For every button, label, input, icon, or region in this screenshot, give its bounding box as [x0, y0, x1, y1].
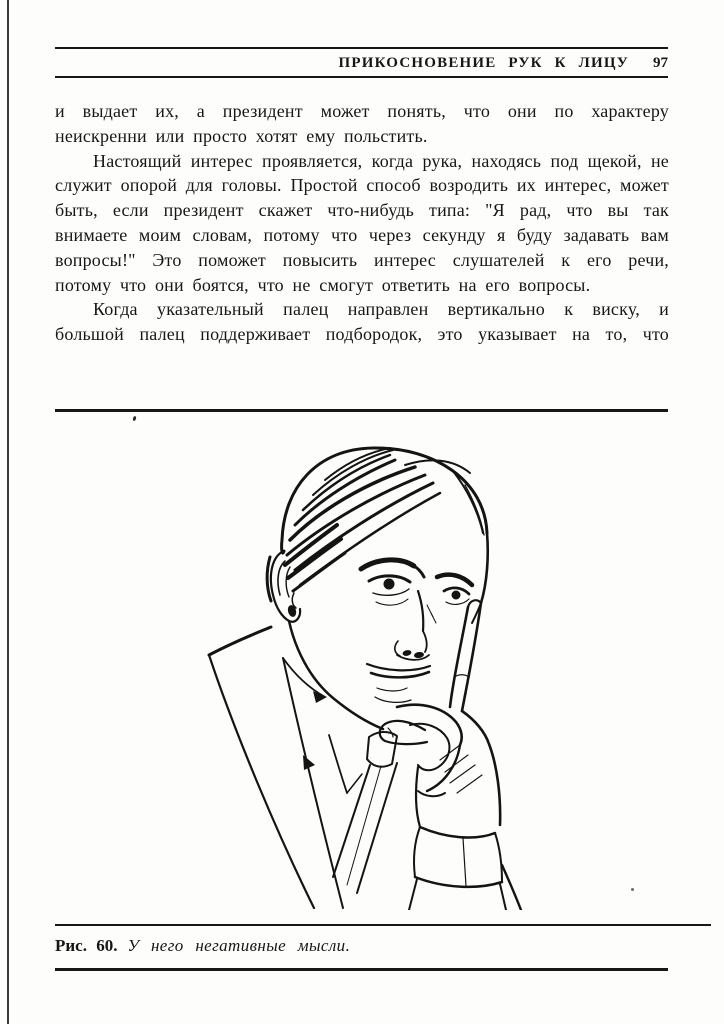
- running-title: ПРИКОСНОВЕНИЕ РУК К ЛИЦУ: [338, 55, 629, 71]
- scan-speck: [132, 416, 136, 422]
- paragraph-1: и выдает их, а президент может понять, что они по характеру неискренни или просто хотят ему польстить.: [55, 101, 669, 146]
- cuff: [409, 827, 521, 910]
- ear: [267, 551, 300, 622]
- hair-strokes: [285, 448, 484, 591]
- caption-label: Рис. 60.: [55, 936, 118, 955]
- body-text: [55, 99, 669, 347]
- scan-speck-2: [631, 888, 634, 891]
- caption-rule-top: [55, 924, 711, 926]
- paragraph-2: Настоящий интерес проявляется, когда рука, находясь под щекой, не служит опорой для головы. Простой способ возродить их интерес, может быть, если президент скажет что-нибудь типа: "Я рад, что вы так внимаете моим словам, потому что через секунду я буду задавать вам вопросы!" Это поможет повысить интерес слушателей к его речи, потому что они боятся, что не смогут ответить на его вопросы.: [55, 150, 669, 295]
- figure-caption: [55, 934, 668, 958]
- eyes: [361, 560, 472, 605]
- running-header: [55, 52, 668, 74]
- nose: [395, 591, 436, 660]
- header-rule-bottom: [55, 76, 668, 78]
- caption-text: У него негативные мысли.: [127, 936, 351, 955]
- caption-rule-bottom: [55, 968, 668, 971]
- figure-illustration: [85, 445, 550, 910]
- jaw-and-shoulder: [209, 621, 383, 908]
- man-finger-to-temple-drawing: [85, 445, 550, 910]
- lapel-mark-1: [313, 691, 327, 703]
- collar-and-tie: [303, 691, 397, 893]
- scan-border-line: [7, 0, 9, 1024]
- page-number: 97: [653, 55, 668, 71]
- mouth: [367, 664, 430, 702]
- hand: [380, 600, 500, 827]
- header-rule-top: [55, 47, 668, 49]
- figure-rule-top: [55, 409, 668, 412]
- paragraph-3: Когда указательный палец направлен вертикально к виску, и большой палец поддерживает подбородок, это указывает на то, что: [55, 299, 669, 345]
